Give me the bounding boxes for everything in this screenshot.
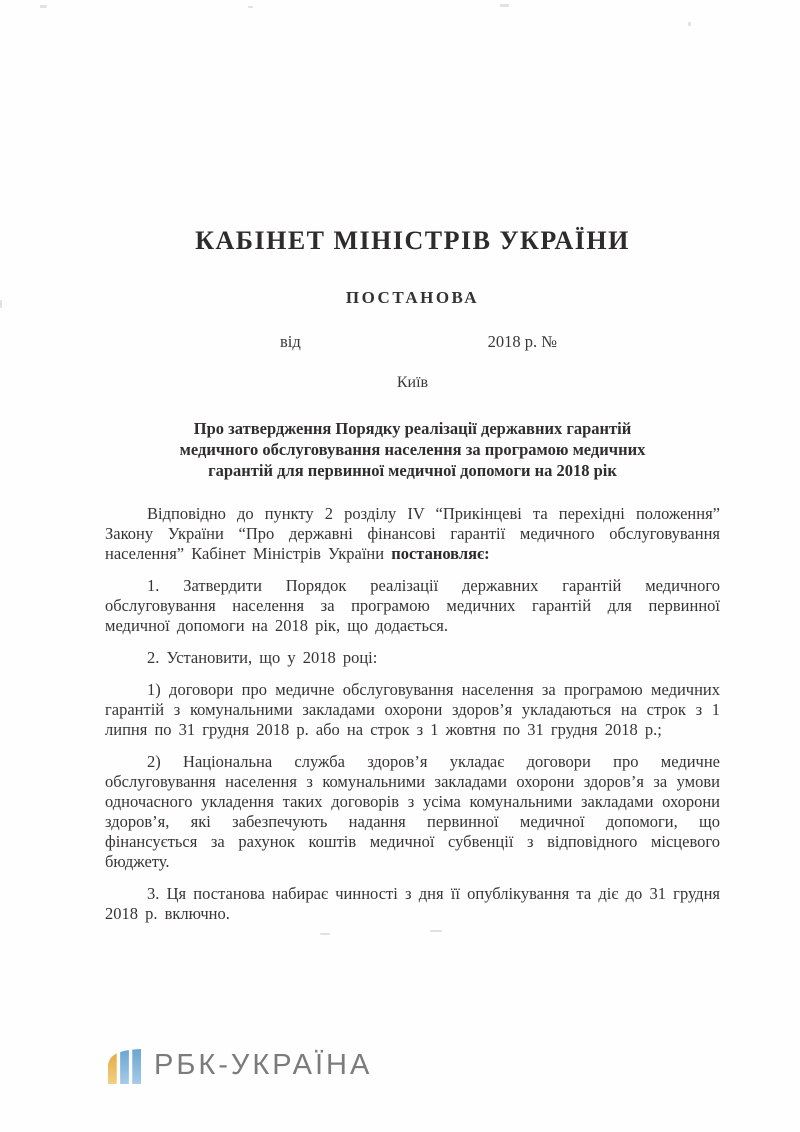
scan-speck xyxy=(0,300,2,308)
scan-speck xyxy=(320,933,330,935)
document-title xyxy=(105,418,720,481)
intro-paragraph xyxy=(105,504,720,564)
intro-text: Відповідно до пункту 2 розділу IV “Прикінцеві та перехідні положення” Закону України “Про державні фінансові гарантії медичного обслуговування населення” Кабінет Міністрів України xyxy=(105,504,720,563)
rbc-ukraine-logo-text: РБК-УКРАЇНА xyxy=(154,1049,373,1081)
date-line xyxy=(105,331,720,352)
scan-speck xyxy=(500,4,509,7)
date-year-number: 2018 р. № xyxy=(487,332,557,351)
clause-2: 2. Установити, що у 2018 році: xyxy=(147,648,378,667)
document-title-line: Про затвердження Порядку реалізації державних гарантій xyxy=(193,419,632,438)
document-type-heading: ПОСТАНОВА xyxy=(345,288,480,307)
document-title-line: гарантій для первинної медичної допомоги на 2018 рік xyxy=(208,461,617,480)
subclause-1: 1) договори про медичне обслуговування населення за програмою медичних гарантій з комунальними закладами охорони здоров’я укладаються на строк з 1 липня по 31 грудня 2018 р. або на строк з 1 жовтня по 31 грудня 2018 р.; xyxy=(105,680,720,739)
document-title-line: медичного обслуговування населення за програмою медичних xyxy=(179,440,646,459)
rbc-ukraine-logo-icon xyxy=(108,1049,141,1084)
scan-speck xyxy=(688,22,691,26)
intro-resolves-word: постановляє: xyxy=(391,544,490,563)
scan-speck xyxy=(248,6,253,8)
rbc-ukraine-logo xyxy=(108,1049,372,1084)
city-name: Київ xyxy=(396,374,429,391)
clause-1: 1. Затвердити Порядок реалізації державних гарантій медичного обслуговування населення за програмою медичних гарантій для первинної медичної допомоги на 2018 рік, що додається. xyxy=(105,576,720,635)
scan-speck xyxy=(40,5,47,8)
date-prefix: від xyxy=(280,332,301,351)
subclause-2: 2) Національна служба здоров’я укладає договори про медичне обслуговування населення з комунальними закладами охорони здоров’я за умови одночасного укладення таких договорів з усіма комунальними закладами охорони здоров’я, які забезпечують надання первинної медичної допомоги, що фінансується за рахунок коштів медичної субвенції з відповідного місцевого бюджету. xyxy=(105,752,720,871)
issuing-authority: КАБІНЕТ МІНІСТРІВ УКРАЇНИ xyxy=(195,226,630,255)
scan-speck xyxy=(430,930,442,932)
clause-3: 3. Ця постанова набирає чинності з дня її опублікування та діє до 31 грудня 2018 р. включно. xyxy=(105,884,720,923)
